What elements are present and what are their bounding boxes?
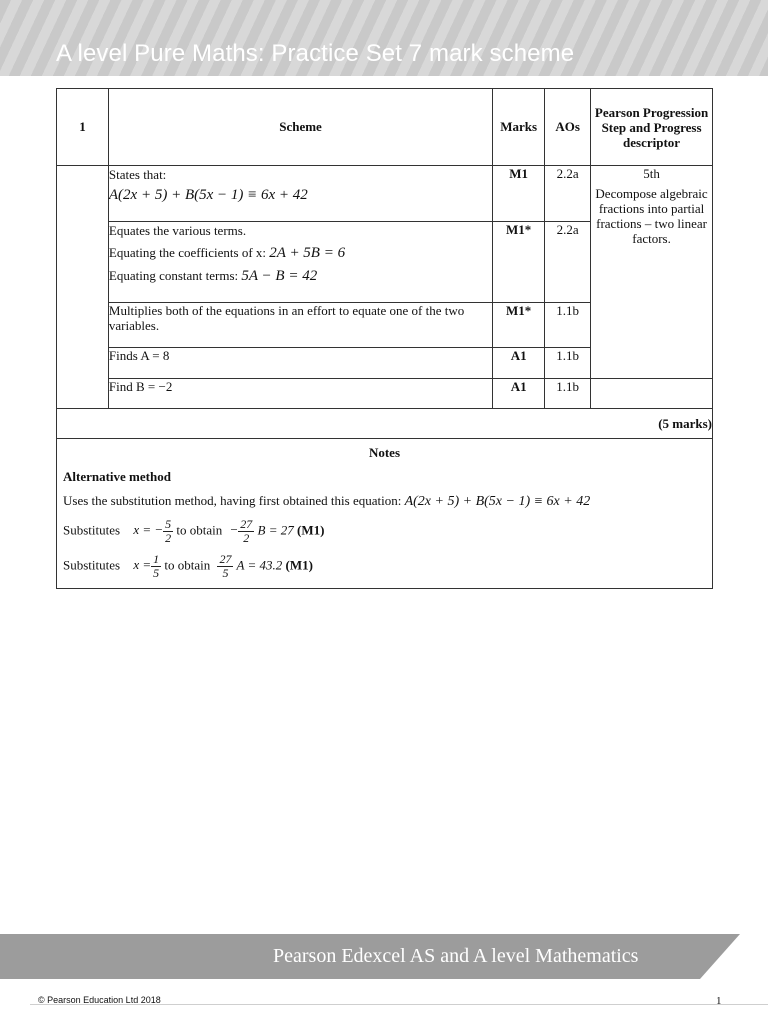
scheme-text: States that: (108, 167, 167, 182)
table-row (57, 166, 713, 222)
mark: (M1) (285, 557, 313, 573)
blank-cell (591, 379, 713, 409)
scheme-expression: A(2x + 5) + B(5x − 1) ≡ 6x + 42 (108, 187, 308, 203)
scheme-cell (108, 222, 492, 303)
ao-cell: 1.1b (545, 348, 591, 379)
notes-expression: A(2x + 5) + B(5x − 1) ≡ 6x + 42 (404, 494, 591, 509)
scheme-text: Equating constant terms: (108, 268, 239, 283)
coefficient (217, 552, 236, 580)
scheme-expression: 5A − B = 42 (241, 268, 318, 284)
header-banner (0, 0, 768, 76)
progression-cell (591, 166, 713, 379)
notes-substitution-1 (63, 518, 706, 545)
notes-title: Notes (368, 445, 401, 460)
copyright: © Pearson Education Ltd 2018 (38, 995, 161, 1005)
result: A = 43.2 (236, 557, 283, 573)
fraction: $\frac{5}{2}$ (165, 517, 172, 545)
mark-scheme-table (56, 88, 713, 589)
ao-cell: 2.2a (545, 222, 591, 303)
notes-text: Uses the substitution method, having first obtained this equation: (63, 493, 402, 508)
mark-cell: M1 (493, 166, 545, 222)
scheme-line (109, 268, 492, 285)
column-header-marks: Marks (493, 89, 545, 166)
notes-text: to obtain (164, 557, 211, 573)
progression-descriptor: Decompose algebraic fractions into partial fractions – two linear factors. (595, 186, 708, 246)
x-value: x = $\frac{1}{5}$ (133, 552, 160, 580)
mark-cell: A1 (493, 348, 545, 379)
footer-title: Pearson Edexcel AS and A level Mathematics (273, 945, 639, 967)
column-header-aos: AOs (545, 89, 591, 166)
scheme-text: Equating the coefficients of x: (108, 245, 267, 260)
mark-cell: A1 (493, 379, 545, 409)
notes-cell (57, 439, 713, 589)
result: B = 27 (257, 522, 294, 538)
coefficient: − $\frac{27}{2}$ (229, 517, 253, 545)
ao-cell: 2.2a (545, 166, 591, 222)
notes-text: Substitutes (63, 557, 121, 573)
page-number: 1 (716, 995, 722, 1007)
ao-cell: 1.1b (545, 379, 591, 409)
fraction: $\frac{27}{2}$ (240, 517, 253, 545)
scheme-expression: 2A + 5B = 6 (269, 245, 346, 261)
mark: (M1) (297, 522, 325, 538)
notes-line (63, 493, 706, 510)
scheme-text: Equates the various terms. (108, 223, 247, 238)
total-row (57, 409, 713, 439)
column-header-scheme: Scheme (108, 89, 492, 166)
total-marks: (5 marks) (57, 409, 713, 439)
table-row (57, 379, 713, 409)
scheme-cell (108, 166, 492, 222)
scheme-text: Multiplies both of the equations in an effort to equate one of the two variables. (108, 303, 492, 348)
mark-cell: M1* (493, 222, 545, 303)
notes-row (57, 439, 713, 589)
page-title: A level Pure Maths: Practice Set 7 mark scheme (56, 40, 575, 67)
x-value: x = − $\frac{5}{2}$ (133, 517, 172, 545)
blank-cell (57, 166, 109, 409)
question-number: 1 (57, 89, 109, 166)
notes-substitution-2 (63, 553, 706, 580)
table-header-row (57, 89, 713, 166)
fraction: $\frac{27}{5}$ (219, 552, 232, 580)
notes-text: to obtain (176, 522, 223, 538)
column-header-pearson: Pearson Progression Step and Progress descriptor (591, 89, 713, 166)
progression-step: 5th (643, 166, 660, 181)
scheme-line (109, 245, 492, 262)
scheme-text: Find B = −2 (108, 379, 492, 409)
fraction: $\frac{1}{5}$ (153, 552, 160, 580)
notes-subtitle: Alternative method (63, 469, 171, 484)
ao-cell: 1.1b (545, 303, 591, 348)
scheme-text: Finds A = 8 (108, 348, 492, 379)
mark-cell: M1* (493, 303, 545, 348)
notes-text: Substitutes (63, 522, 121, 538)
